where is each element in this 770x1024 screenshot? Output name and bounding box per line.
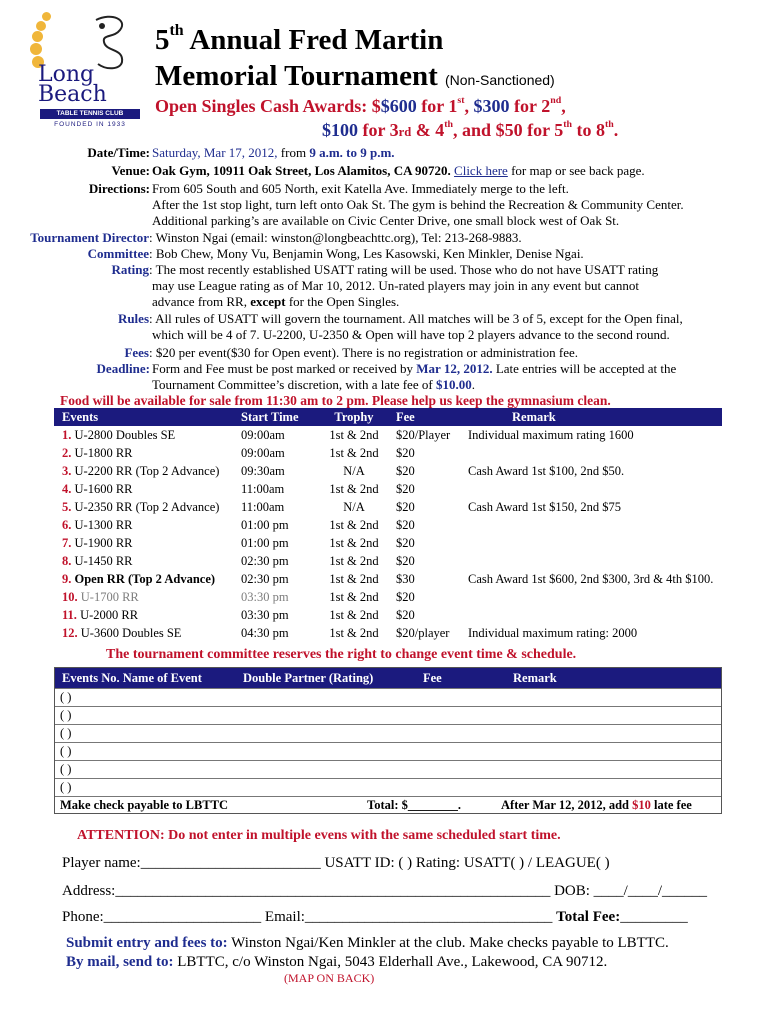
event-row bbox=[54, 606, 722, 624]
event-trophy: 1st & 2nd bbox=[329, 536, 379, 550]
entry-row[interactable] bbox=[55, 742, 721, 760]
entry-row[interactable] bbox=[55, 706, 721, 724]
ordinal: th bbox=[605, 118, 614, 130]
venue-address: Oak Gym, 10911 Oak Street, Los Alamitos, CA 90720. bbox=[152, 163, 451, 178]
event-trophy: 1st & 2nd bbox=[329, 518, 379, 532]
header-trophy: Trophy bbox=[334, 410, 374, 424]
event-number: 9. bbox=[62, 572, 72, 586]
event-number-slot[interactable]: ( ) bbox=[60, 780, 72, 794]
ordinal: nd bbox=[550, 94, 562, 106]
deadline-text: Form and Fee must be post marked or received by bbox=[152, 361, 417, 376]
logo-founded: FOUNDED IN 1933 bbox=[54, 121, 126, 128]
logo-ball-dot bbox=[30, 43, 42, 55]
ordinal: th bbox=[444, 118, 454, 130]
event-number: 5. bbox=[62, 500, 72, 514]
event-title: U-1300 RR bbox=[71, 518, 133, 532]
logo-ball-dot bbox=[32, 31, 43, 42]
event-fee: $20 bbox=[396, 590, 415, 604]
event-name bbox=[62, 570, 215, 588]
logo-text-long: Long bbox=[38, 62, 95, 87]
event-number: 12. bbox=[62, 626, 78, 640]
awards-text: . bbox=[613, 120, 619, 140]
event-fee: $20 bbox=[396, 608, 415, 622]
rules-line1: : All rules of USATT will govern the tournament. All matches will be 3 of 5, except for the Open final, bbox=[149, 311, 683, 326]
event-title: Open RR (Top 2 Advance) bbox=[71, 572, 216, 586]
event-fee: $20 bbox=[396, 536, 415, 550]
entry-row[interactable] bbox=[55, 778, 721, 796]
event-remark: Cash Award 1st $100, 2nd $50. bbox=[468, 464, 625, 478]
attention-note: ATTENTION: Do not enter in multiple evens with the same scheduled start time. bbox=[77, 828, 561, 843]
submit-label: Submit entry and fees to: bbox=[66, 935, 228, 951]
committee-label: Committee bbox=[87, 246, 149, 261]
event-trophy: 1st & 2nd bbox=[329, 482, 379, 496]
header-remark: Remark bbox=[512, 410, 556, 424]
event-start-time: 02:30 pm bbox=[241, 554, 289, 568]
title-number: 5 bbox=[155, 24, 170, 56]
title-text: Annual Fred Martin bbox=[183, 24, 444, 56]
event-number: 3. bbox=[62, 464, 72, 478]
event-fee: $30 bbox=[396, 572, 415, 586]
event-number: 2. bbox=[62, 446, 72, 460]
event-number: 8. bbox=[62, 554, 72, 568]
ordinal: st bbox=[457, 94, 465, 106]
ordinal: th bbox=[563, 118, 573, 130]
event-trophy: N/A bbox=[343, 464, 365, 478]
award-amount: $100 bbox=[322, 120, 358, 140]
logo-band: TABLE TENNIS CLUB bbox=[40, 109, 140, 119]
event-number: 7. bbox=[62, 536, 72, 550]
phone-email-fields[interactable]: Phone:_____________________ Email:_________________________________ bbox=[62, 909, 557, 925]
event-title: U-2800 Doubles SE bbox=[71, 428, 176, 442]
event-name bbox=[62, 624, 181, 642]
map-on-back-note: (MAP ON BACK) bbox=[284, 971, 375, 985]
event-title: U-1900 RR bbox=[71, 536, 133, 550]
event-number-slot[interactable]: ( ) bbox=[60, 708, 72, 722]
schedule-note: The tournament committee reserves the right to change event time & schedule. bbox=[106, 647, 577, 662]
event-trophy: 1st & 2nd bbox=[329, 626, 379, 640]
event-row bbox=[54, 516, 722, 534]
event-title: U-1600 RR bbox=[71, 482, 133, 496]
date-text: from bbox=[277, 145, 310, 160]
event-number-slot[interactable]: ( ) bbox=[60, 726, 72, 740]
rating-label: Rating bbox=[111, 262, 149, 277]
late-fee-note bbox=[501, 797, 692, 814]
event-start-time: 11:00am bbox=[241, 500, 285, 514]
event-row bbox=[54, 444, 722, 462]
rating-text: for the Open Singles. bbox=[285, 294, 400, 309]
event-number: 10. bbox=[62, 590, 78, 604]
address-line[interactable]: Address:__________________________________________________________ DOB: ____/____/______ bbox=[62, 883, 707, 899]
awards-text: to 8 bbox=[572, 120, 606, 140]
rating-text: advance from RR, bbox=[152, 294, 251, 309]
rating-line2: may use League rating as of Mar 10, 2012. Un-rated players may join in any event but cannot bbox=[152, 278, 639, 293]
player-info-line[interactable]: Player name:________________________ USATT ID: ( ) Rating: USATT( ) / LEAGUE( ) bbox=[62, 855, 610, 871]
event-start-time: 09:30am bbox=[241, 464, 285, 478]
event-title: U-2350 RR (Top 2 Advance) bbox=[71, 500, 220, 514]
deadline-text: Late entries will be accepted at the bbox=[492, 361, 677, 376]
event-row bbox=[54, 426, 722, 444]
event-fee: $20 bbox=[396, 482, 415, 496]
event-remark: Cash Award 1st $150, 2nd $75 bbox=[468, 500, 622, 514]
submit-text: Winston Ngai/Ken Minkler at the club. Make checks payable to LBTTC. bbox=[227, 935, 669, 951]
logo-text-beach: Beach bbox=[38, 82, 107, 107]
directions-label: Directions: bbox=[88, 181, 150, 196]
datetime-label: Date/Time: bbox=[87, 145, 150, 160]
cash-awards-line2 bbox=[322, 120, 618, 141]
event-name bbox=[62, 534, 133, 552]
header-events: Events bbox=[62, 410, 99, 424]
submit-instructions bbox=[66, 935, 669, 952]
event-title: U-2200 RR (Top 2 Advance) bbox=[71, 464, 220, 478]
awards-text: , and $50 for 5 bbox=[453, 120, 564, 140]
event-start-time: 09:00am bbox=[241, 428, 285, 442]
ordinal: rd bbox=[398, 125, 412, 139]
entry-row[interactable] bbox=[55, 724, 721, 742]
fees-value: : $20 per event($30 for Open event). There is no registration or administration fee. bbox=[149, 345, 578, 360]
header-start-time: Start Time bbox=[241, 410, 299, 424]
event-title: U-1450 RR bbox=[71, 554, 133, 568]
rating-line3 bbox=[152, 294, 399, 310]
awards-text: Open Singles Cash Awards: $ bbox=[155, 96, 381, 116]
events-table bbox=[54, 408, 722, 642]
awards-text: for 1 bbox=[416, 96, 458, 116]
awards-text: for 3 bbox=[358, 120, 399, 140]
awards-text: for 2 bbox=[509, 96, 551, 116]
events-table-body bbox=[54, 426, 722, 642]
deadline-line2 bbox=[152, 377, 475, 393]
rules-line2: which will be 4 of 7. U-2200, U-2350 & Open will have top 2 players advance to the second round. bbox=[152, 327, 670, 342]
events-table-header bbox=[54, 408, 722, 426]
deadline-text: . bbox=[471, 377, 475, 392]
entry-header-partner: Double Partner (Rating) bbox=[243, 671, 374, 685]
time-text: 9 a.m. to 9 p.m. bbox=[309, 145, 395, 160]
total-fee-field[interactable]: _________ bbox=[620, 909, 688, 925]
event-row bbox=[54, 624, 722, 642]
map-link[interactable]: Click here bbox=[454, 163, 508, 178]
event-number: 6. bbox=[62, 518, 72, 532]
directions-line3: Additional parking’s are available on Civic Center Drive, one small block west of Oak St. bbox=[152, 213, 620, 228]
rating-text: except bbox=[250, 294, 286, 309]
entry-header-fee: Fee bbox=[423, 671, 442, 685]
event-title: U-2000 RR bbox=[76, 608, 139, 622]
event-name bbox=[62, 516, 133, 534]
event-name bbox=[62, 444, 133, 462]
food-note: Food will be available for sale from 11:30 am to 2 pm. Please help us keep the gymnasium clean. bbox=[60, 393, 611, 408]
event-trophy: 1st & 2nd bbox=[329, 428, 379, 442]
event-fee: $20 bbox=[396, 464, 415, 478]
club-logo bbox=[28, 12, 146, 132]
awards-text: , bbox=[464, 96, 474, 116]
director-value: : Winston Ngai (email: winston@longbeachttc.org), Tel: 213-268-9883. bbox=[149, 230, 522, 245]
event-start-time: 03:30 pm bbox=[241, 590, 289, 604]
mail-label: By mail, send to: bbox=[66, 954, 174, 970]
award-amount: $600 bbox=[380, 96, 417, 116]
event-name bbox=[62, 606, 138, 624]
late-fee-text: After Mar 12, 2012, add bbox=[501, 798, 633, 812]
rating-line1: : The most recently established USATT rating will be used. Those who do not have USATT rating bbox=[149, 262, 659, 277]
event-name bbox=[62, 480, 133, 498]
event-name bbox=[62, 552, 133, 570]
event-fee: $20 bbox=[396, 518, 415, 532]
late-fee-text: late fee bbox=[650, 798, 692, 812]
venue-text: for map or see back page. bbox=[507, 163, 645, 178]
event-start-time: 01:00 pm bbox=[241, 536, 289, 550]
title-line2-text: Memorial Tournament bbox=[155, 60, 438, 92]
deadline-date: Mar 12, 2012. bbox=[416, 361, 493, 376]
late-fee-amount: $10 bbox=[632, 798, 651, 812]
award-amount: $300 bbox=[473, 96, 510, 116]
event-fee: $20 bbox=[396, 554, 415, 568]
event-start-time: 09:00am bbox=[241, 446, 285, 460]
header-fee: Fee bbox=[396, 410, 415, 424]
event-remark: Cash Award 1st $600, 2nd $300, 3rd & 4th $100. bbox=[468, 572, 714, 586]
event-number-slot[interactable]: ( ) bbox=[60, 762, 72, 776]
event-trophy: 1st & 2nd bbox=[329, 590, 379, 604]
event-trophy: 1st & 2nd bbox=[329, 572, 379, 586]
deadline-label: Deadline: bbox=[96, 361, 150, 376]
venue-value bbox=[152, 163, 645, 179]
event-name bbox=[62, 498, 219, 516]
entry-table-header bbox=[55, 668, 721, 688]
title-ordinal: th bbox=[169, 21, 184, 39]
event-number: 11. bbox=[62, 608, 77, 622]
event-title: U-3600 Doubles SE bbox=[77, 626, 182, 640]
event-title: U-1800 RR bbox=[71, 446, 133, 460]
committee-value: : Bob Chew, Mony Vu, Benjamin Wong, Les Kasowski, Ken Minkler, Denise Ngai. bbox=[149, 246, 584, 261]
deadline-line1 bbox=[152, 361, 676, 377]
awards-text: , bbox=[561, 96, 566, 116]
sanction-note: (Non-Sanctioned) bbox=[445, 72, 555, 88]
entry-header-remark: Remark bbox=[513, 671, 557, 685]
event-fee: $20/player bbox=[396, 626, 450, 640]
mail-text: LBTTC, c/o Winston Ngai, 5043 Elderhall Ave., Lakewood, CA 90712. bbox=[173, 954, 608, 970]
event-row bbox=[54, 588, 722, 606]
event-number: 4. bbox=[62, 482, 72, 496]
event-row bbox=[54, 552, 722, 570]
logo-ball-dot bbox=[42, 12, 51, 21]
check-payable-note: Make check payable to LBTTC bbox=[60, 798, 229, 812]
event-remark: Individual maximum rating: 2000 bbox=[468, 626, 638, 640]
entry-row[interactable] bbox=[55, 688, 721, 706]
page-title bbox=[155, 21, 444, 57]
awards-text: & 4 bbox=[411, 120, 445, 140]
event-start-time: 01:00 pm bbox=[241, 518, 289, 532]
total-field[interactable]: Total: $________. bbox=[367, 798, 461, 812]
logo-ball-dot bbox=[36, 21, 46, 31]
event-start-time: 11:00am bbox=[241, 482, 285, 496]
phone-email-line[interactable] bbox=[62, 909, 688, 926]
venue-label: Venue: bbox=[111, 163, 150, 178]
event-trophy: 1st & 2nd bbox=[329, 554, 379, 568]
event-name bbox=[62, 426, 175, 444]
directions-line2: After the 1st stop light, turn left onto Oak St. The gym is behind the Recreation & Community Center. bbox=[152, 197, 684, 212]
cash-awards-line1 bbox=[155, 96, 566, 117]
event-number: 1. bbox=[62, 428, 72, 442]
directions-line1: From 605 South and 605 North, exit Katella Ave. Immediately merge to the left. bbox=[152, 181, 569, 196]
event-trophy: 1st & 2nd bbox=[329, 608, 379, 622]
event-number-slot[interactable]: ( ) bbox=[60, 690, 72, 704]
rules-label: Rules bbox=[117, 311, 149, 326]
info-block bbox=[0, 145, 770, 395]
event-name bbox=[62, 462, 219, 480]
deadline-text: Tournament Committee’s discretion, with a late fee of bbox=[152, 377, 436, 392]
event-row bbox=[54, 462, 722, 480]
event-row bbox=[54, 534, 722, 552]
event-name bbox=[62, 588, 139, 606]
date-text: Saturday, Mar 17, 2012, bbox=[152, 145, 278, 160]
event-trophy: N/A bbox=[343, 500, 365, 514]
fees-label: Fees bbox=[124, 345, 149, 360]
entry-form-table bbox=[54, 667, 722, 814]
mail-instructions bbox=[66, 954, 607, 971]
datetime-value bbox=[152, 145, 395, 161]
event-fee: $20 bbox=[396, 500, 415, 514]
page-title-line2 bbox=[155, 60, 555, 93]
event-remark: Individual maximum rating 1600 bbox=[468, 428, 634, 442]
event-row bbox=[54, 570, 722, 588]
event-start-time: 02:30 pm bbox=[241, 572, 289, 586]
director-label: Tournament Director bbox=[30, 230, 149, 245]
entry-footer-row bbox=[55, 796, 721, 814]
event-start-time: 04:30 pm bbox=[241, 626, 289, 640]
event-fee: $20/Player bbox=[396, 428, 451, 442]
event-start-time: 03:30 pm bbox=[241, 608, 289, 622]
late-fee-amount: $10.00 bbox=[435, 377, 472, 392]
event-fee: $20 bbox=[396, 446, 415, 460]
event-trophy: 1st & 2nd bbox=[329, 446, 379, 460]
event-title: U-1700 RR bbox=[77, 590, 139, 604]
total-fee-label: Total Fee: bbox=[556, 909, 621, 925]
entry-row[interactable] bbox=[55, 760, 721, 778]
entry-header-event: Events No. Name of Event bbox=[62, 671, 202, 685]
event-row bbox=[54, 498, 722, 516]
event-number-slot[interactable]: ( ) bbox=[60, 744, 72, 758]
event-row bbox=[54, 480, 722, 498]
